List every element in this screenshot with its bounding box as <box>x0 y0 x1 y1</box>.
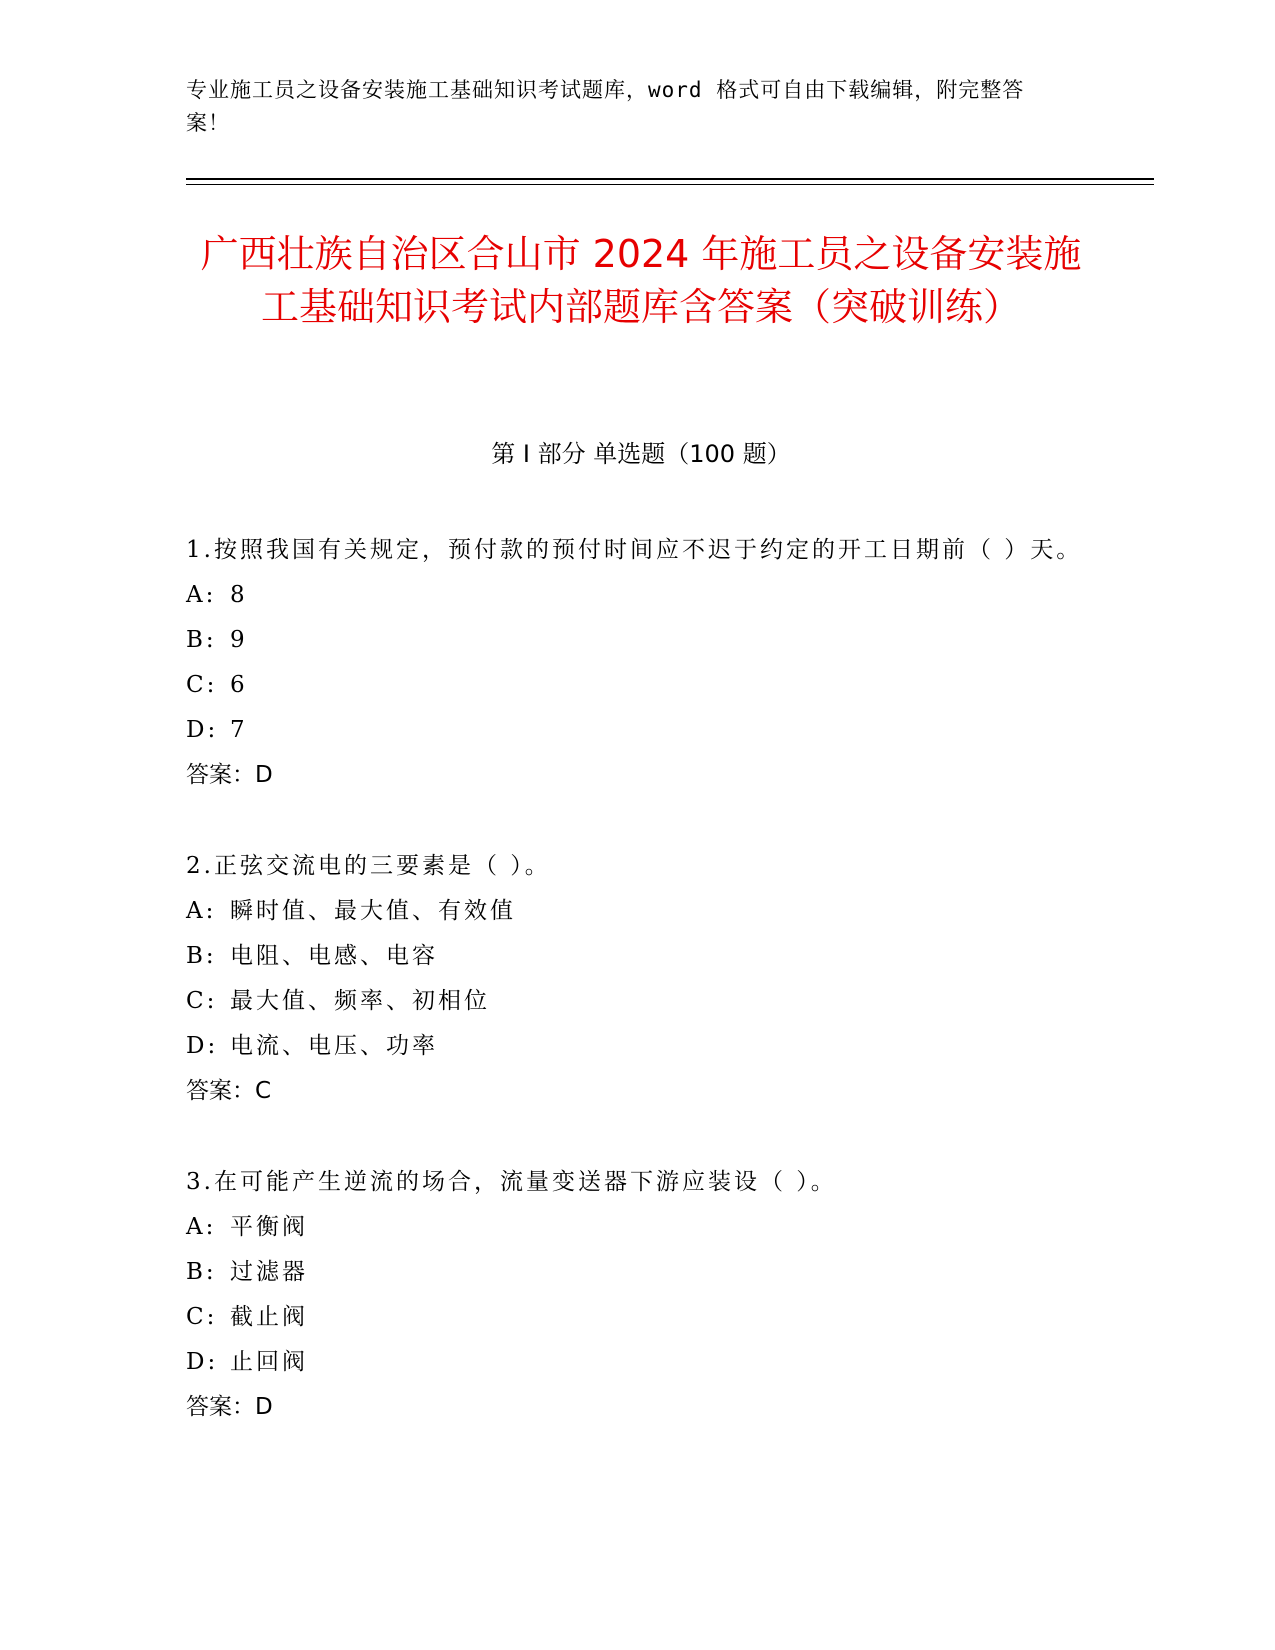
option-key: D: <box>186 1033 219 1059</box>
option-c <box>186 663 1086 708</box>
option-text: 7 <box>230 717 248 743</box>
option-text: 截止阀 <box>230 1304 308 1330</box>
option-c <box>186 979 1086 1024</box>
option-key: D: <box>186 717 219 743</box>
option-b <box>186 1250 1086 1295</box>
option-text: 最大值、频率、初相位 <box>230 988 490 1014</box>
answer: 答案：D <box>186 1394 273 1420</box>
option-text: 8 <box>230 582 248 608</box>
question-2 <box>186 844 1086 1114</box>
option-text: 9 <box>230 627 248 653</box>
option-text: 电流、电压、功率 <box>230 1033 438 1059</box>
option-text: 止回阀 <box>230 1349 308 1375</box>
option-key: B: <box>186 943 217 969</box>
question-stem: 3.在可能产生逆流的场合，流量变送器下游应装设（ ）。 <box>186 1169 837 1195</box>
option-a <box>186 573 1086 618</box>
option-b <box>186 618 1086 663</box>
option-d <box>186 1024 1086 1069</box>
section-heading: 第 I 部分 单选题（100 题） <box>491 440 791 468</box>
option-key: A: <box>186 898 217 924</box>
option-key: B: <box>186 627 217 653</box>
question-list <box>186 528 1086 1476</box>
option-key: C: <box>186 1304 218 1330</box>
option-b <box>186 934 1086 979</box>
document-title: 广西壮族自治区合山市 2024 年施工员之设备安装施工基础知识考试内部题库含答案（突破训练） <box>200 232 1082 329</box>
question-stem: 1.按照我国有关规定，预付款的预付时间应不迟于约定的开工日期前（ ）天。 <box>186 537 1083 563</box>
option-a <box>186 889 1086 934</box>
option-a <box>186 1205 1086 1250</box>
option-c <box>186 1295 1086 1340</box>
option-text: 瞬时值、最大值、有效值 <box>230 898 516 924</box>
question-3 <box>186 1160 1086 1430</box>
option-key: D: <box>186 1349 219 1375</box>
option-key: A: <box>186 582 217 608</box>
option-text: 6 <box>230 672 248 698</box>
option-text: 平衡阀 <box>230 1214 308 1240</box>
option-d <box>186 1340 1086 1385</box>
option-text: 过滤器 <box>230 1259 308 1285</box>
option-d <box>186 708 1086 753</box>
question-stem: 2.正弦交流电的三要素是（ ）。 <box>186 853 551 879</box>
header-note: 专业施工员之设备安装施工基础知识考试题库，word 格式可自由下载编辑，附完整答案！ <box>186 78 1025 135</box>
header-rule-thick <box>186 178 1154 180</box>
option-key: B: <box>186 1259 217 1285</box>
option-key: C: <box>186 988 218 1014</box>
answer: 答案：C <box>186 1078 272 1104</box>
question-1 <box>186 528 1086 798</box>
option-text: 电阻、电感、电容 <box>230 943 438 969</box>
header-rule-thin <box>186 184 1154 185</box>
answer: 答案：D <box>186 762 273 788</box>
option-key: C: <box>186 672 218 698</box>
option-key: A: <box>186 1214 217 1240</box>
